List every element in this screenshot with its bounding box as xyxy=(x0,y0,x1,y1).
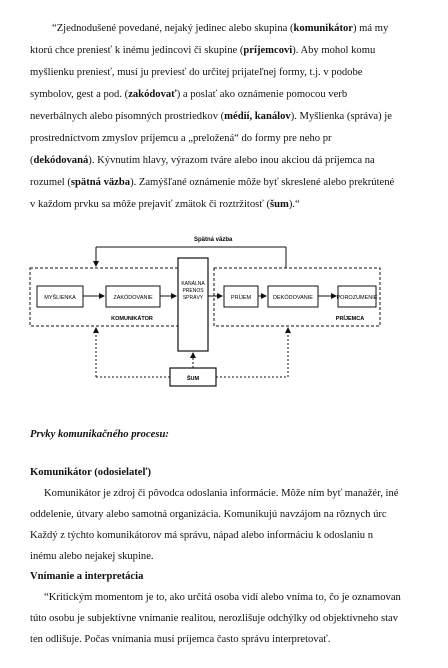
receiver-label: PRÍJEMCA xyxy=(335,316,365,322)
communicator-label: KOMUNIKÁTOR xyxy=(111,316,153,322)
quote-line-1: “Zjednodušené povedané, nejaký jedinec alebo skupina (komunikátor) má my xyxy=(52,23,389,34)
vnimanie-heading: Vnímanie a interpretácia xyxy=(30,571,144,582)
thought-box-label: MYŠLIENKA xyxy=(44,295,76,301)
quote-line-4: symbolov, gest a pod. (zakódovať) a poslať ako oznámenie pomocou verb xyxy=(30,89,348,100)
noise-box-label: ŠUM xyxy=(186,376,200,382)
encoding-box-label: ZAKÓDOVANIE xyxy=(113,295,153,301)
quote-line-8: rozumel (spätná väzba). Zamýšľané oznámenie môže byť skreslené alebo prekrútené xyxy=(30,177,395,188)
quote-line-3: myšlienku preniesť, musí ju previesť do určitej prijateľnej formy, t.j. v podobe xyxy=(30,67,363,78)
channel-box xyxy=(178,258,208,351)
komunikator-line-4: inému alebo nejakej skupine. xyxy=(30,551,154,562)
channel-label-1: KANÁLNA xyxy=(181,281,205,287)
komunikator-line-2: oddelenie, útvary alebo samotná organizácia. Komunikujú navzájom na rôznych úrc xyxy=(30,509,387,520)
quote-line-9: v každom prvku sa môže prejaviť zmätok či roztržitosť (šum).“ xyxy=(30,199,300,210)
quote-line-2: ktorú chce preniesť k inému jedincovi či skupine (príjemcovi). Aby mohol komu xyxy=(30,45,376,56)
section-title: Prvky komunikačného procesu: xyxy=(30,429,169,440)
understanding-box-label: POROZUMENIE xyxy=(336,295,378,301)
communication-diagram xyxy=(0,230,448,390)
komunikator-line-1: Komunikátor je zdroj či pôvodca odoslania informácie. Môže ním byť manažér, iné xyxy=(44,488,399,499)
channel-label-3: SPRÁVY xyxy=(182,295,204,301)
quote-line-5: neverbálnych alebo písomných prostriedkov (médií, kanálov). Myšlienka (správa) je xyxy=(30,111,392,122)
vnimanie-line-1: “Kritickým momentom je to, ako určitá osoba vidí alebo vníma to, čo je oznamovan xyxy=(44,592,401,603)
quote-line-7: (dekódovaná). Kývnutím hlavy, výrazom tváre alebo inou akciou dá príjemca na xyxy=(30,155,375,166)
quote-line-6: prostredníctvom zmyslov príjemcu a „preložená“ do formy pre neho pr xyxy=(30,133,332,144)
channel-label-2: PRENOS xyxy=(182,288,204,294)
decoding-box-label: DEKÓDOVANIE xyxy=(273,295,313,301)
vnimanie-line-2: túto osobu je subjektívne vnímanie realitou, nerozlišuje odchýlky od objektívneho stav xyxy=(30,613,399,624)
receive-box-label: PRÍJEM xyxy=(230,295,252,301)
vnimanie-line-3: ten odlišuje. Počas vnímania musí príjemca často správu interpretovať. xyxy=(30,634,331,645)
feedback-label: Spätná väzba xyxy=(194,237,233,243)
komunikator-line-3: Každý z týchto komunikátorov má správu, nápad alebo informáciu k odoslaniu n xyxy=(30,530,374,541)
komunikator-heading: Komunikátor (odosielateľ) xyxy=(30,467,152,478)
